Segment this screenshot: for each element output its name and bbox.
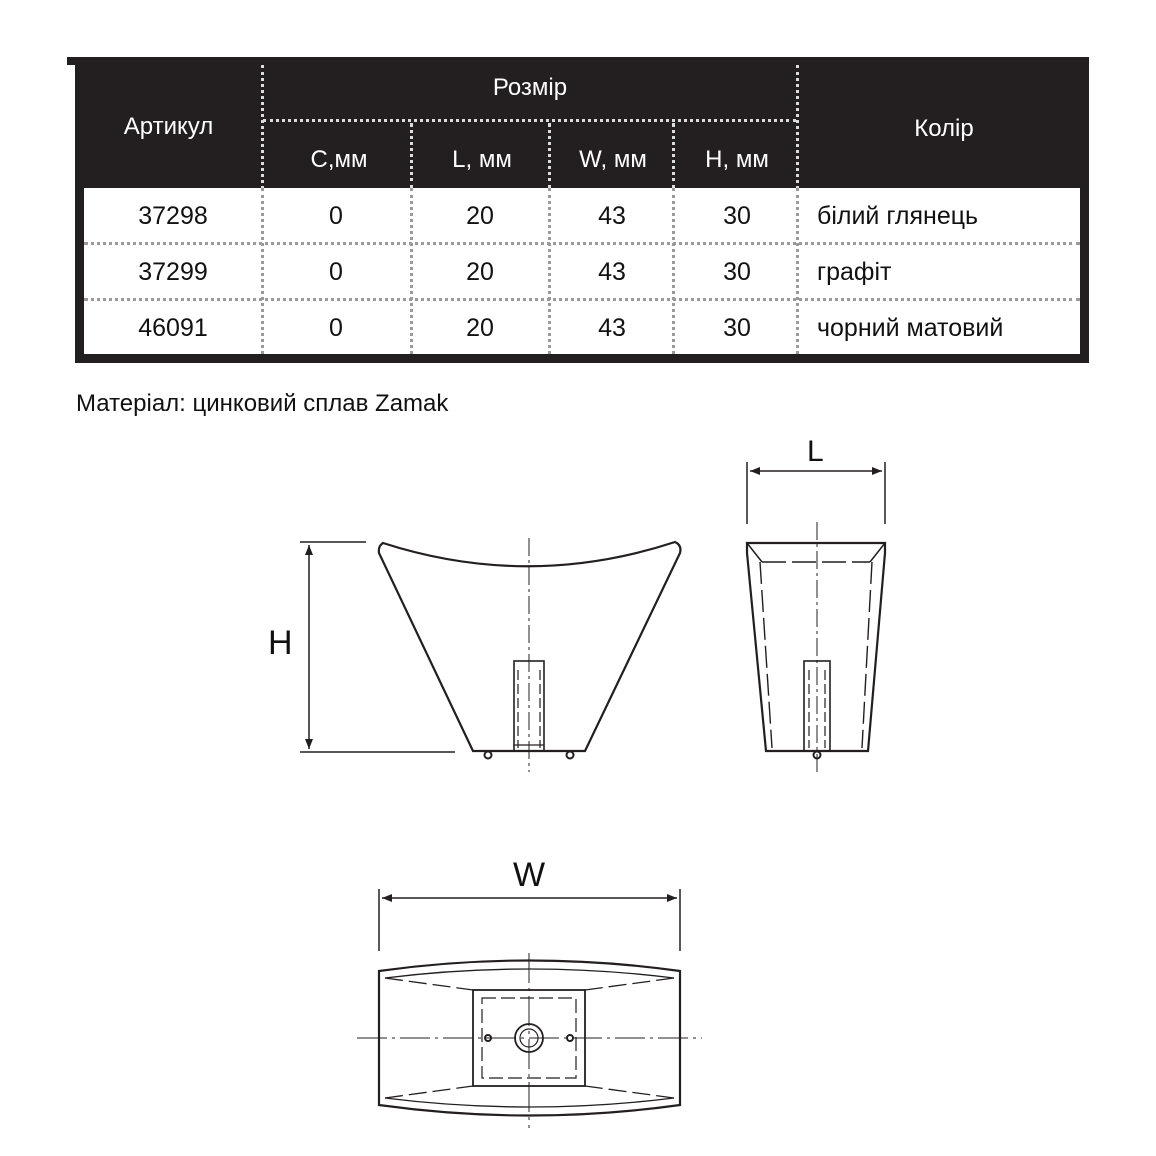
cell-article: 46091	[138, 314, 208, 342]
cell-color: чорний матовий	[817, 314, 1004, 342]
header-c: C,мм	[310, 146, 368, 173]
cell-h: 30	[723, 258, 751, 286]
dimension-l-label: L	[807, 435, 824, 468]
bottom-view	[357, 889, 702, 1128]
cell-w: 43	[598, 314, 626, 342]
material-note: Матеріал: цинковий сплав Zamak	[76, 390, 449, 417]
dimension-h-label: H	[268, 624, 293, 662]
front-view	[300, 538, 680, 772]
dimension-w-label: W	[513, 856, 546, 894]
cell-article: 37298	[138, 202, 208, 230]
header-w: W, мм	[579, 146, 647, 173]
cell-h: 30	[723, 202, 751, 230]
cell-h: 30	[723, 314, 751, 342]
cell-article: 37299	[138, 258, 208, 286]
cell-w: 43	[598, 202, 626, 230]
cell-color: графіт	[817, 258, 892, 286]
cell-c: 0	[329, 202, 343, 230]
side-view	[747, 462, 885, 772]
header-h: H, мм	[705, 146, 769, 173]
header-color: Колір	[914, 115, 974, 142]
cell-l: 20	[466, 202, 494, 230]
cell-c: 0	[329, 258, 343, 286]
header-article: Артикул	[123, 113, 214, 140]
cell-l: 20	[466, 314, 494, 342]
cell-c: 0	[329, 314, 343, 342]
cell-w: 43	[598, 258, 626, 286]
cell-l: 20	[466, 258, 494, 286]
header-size-group: Розмір	[492, 74, 568, 101]
header-l: L, мм	[452, 146, 512, 173]
cell-color: білий глянець	[817, 202, 979, 230]
